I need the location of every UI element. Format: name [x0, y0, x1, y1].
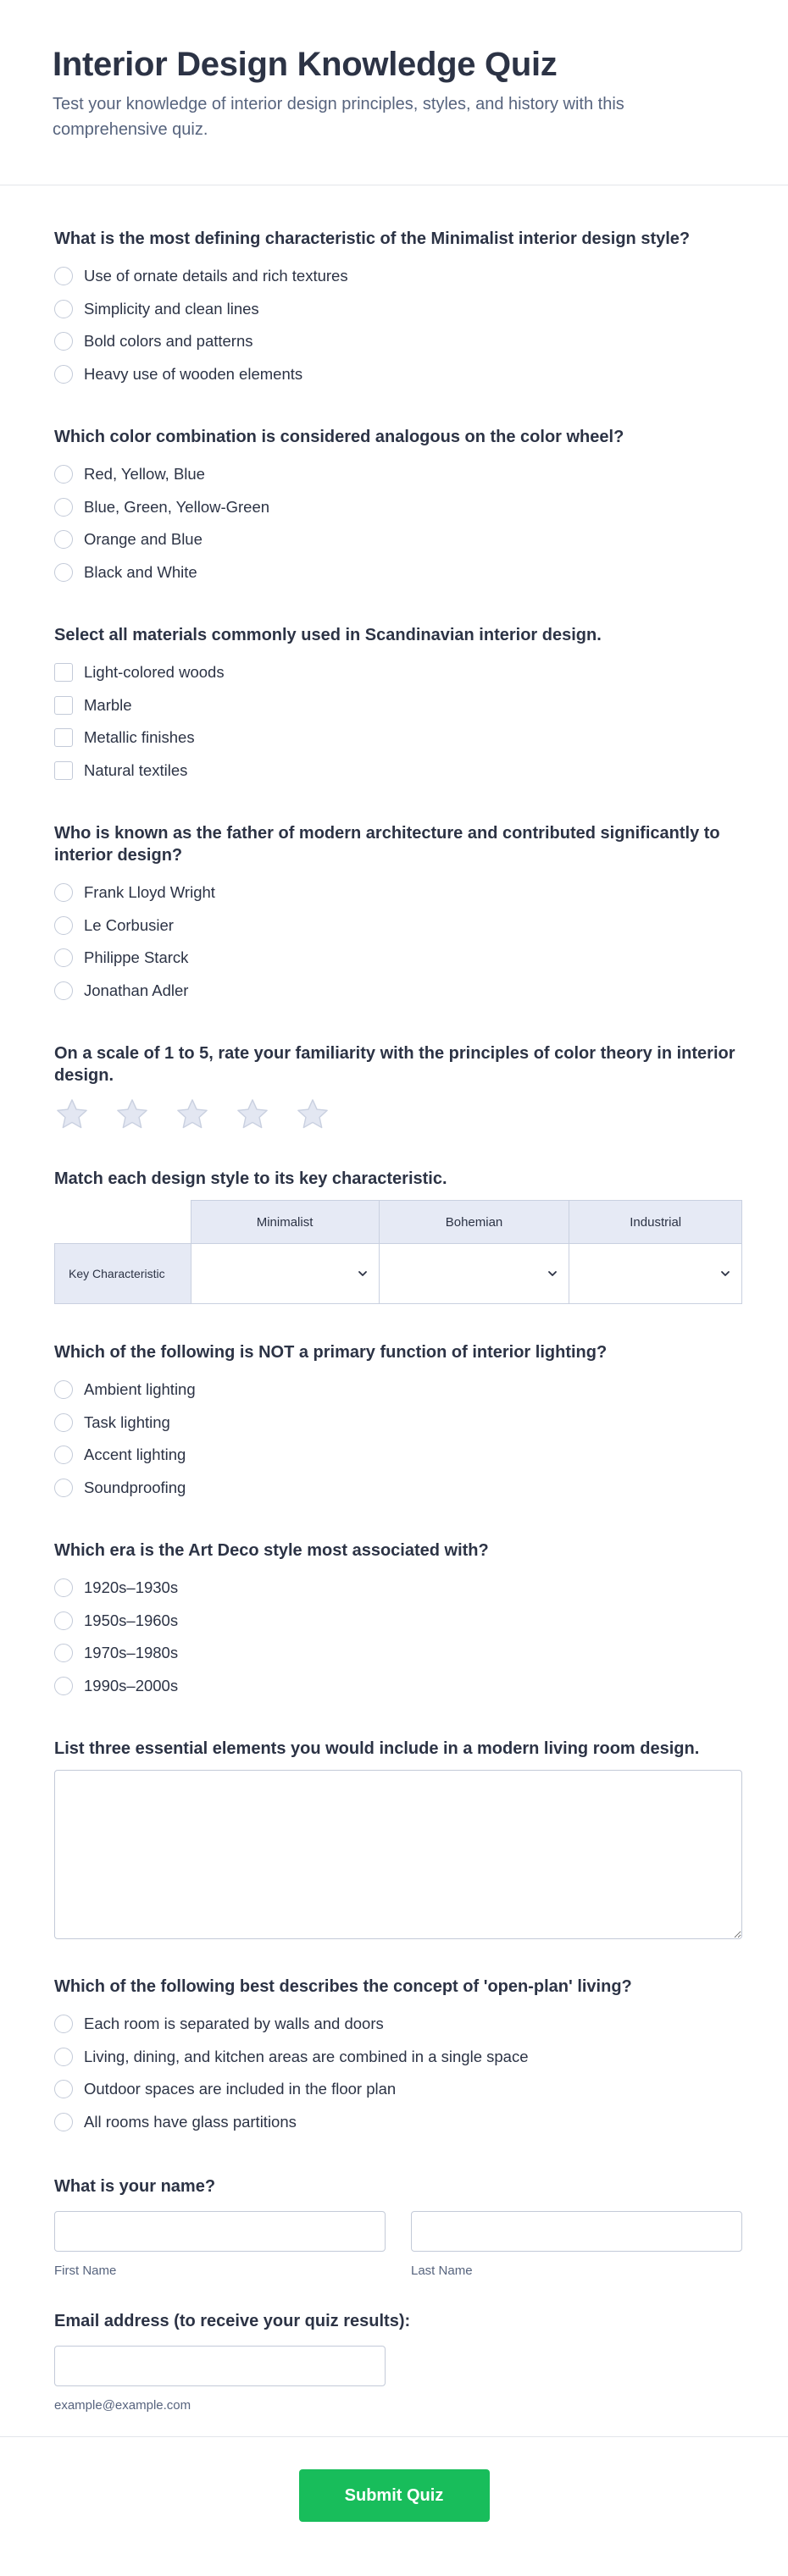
- option-label: Le Corbusier: [84, 915, 174, 934]
- form-body: [0, 228, 788, 2413]
- radio-button[interactable]: [54, 883, 73, 902]
- radio-button[interactable]: [54, 267, 73, 285]
- living-room-textarea[interactable]: [54, 1770, 742, 1939]
- radio-option[interactable]: [54, 1439, 741, 1472]
- page-subtitle: Test your knowledge of interior design principles, styles, and history with this comprehensive quiz.: [53, 95, 624, 139]
- checkbox[interactable]: [54, 663, 73, 682]
- last-name-input[interactable]: [411, 2211, 742, 2252]
- star-icon[interactable]: [114, 1097, 150, 1132]
- option-label: Bold colors and patterns: [84, 332, 253, 351]
- email-sublabel: example@example.com: [54, 2398, 191, 2413]
- question-minimalist: [54, 228, 741, 390]
- radio-button[interactable]: [54, 563, 73, 582]
- checkbox-option[interactable]: [54, 721, 741, 755]
- radio-button[interactable]: [54, 530, 73, 549]
- checkbox[interactable]: [54, 696, 73, 715]
- radio-option[interactable]: [54, 523, 741, 556]
- chevron-down-icon: [547, 1268, 558, 1280]
- option-label: 1920s–1930s: [84, 1578, 179, 1597]
- checkbox-option[interactable]: [54, 689, 741, 722]
- option-label: Philippe Starck: [84, 948, 189, 967]
- last-name-group: [411, 2211, 742, 2278]
- question-label: What is the most defining characteristic of the Minimalist interior design style?: [54, 229, 691, 248]
- radio-button[interactable]: [54, 498, 73, 517]
- matrix-select-bohemian[interactable]: [379, 1244, 569, 1304]
- match-matrix: [54, 1200, 742, 1304]
- question-name: [54, 2175, 741, 2278]
- email-group: [54, 2346, 741, 2413]
- question-label: Which era is the Art Deco style most associated with?: [54, 1541, 489, 1560]
- first-name-input[interactable]: [54, 2211, 386, 2252]
- option-label: 1950s–1960s: [84, 1611, 179, 1629]
- radio-button[interactable]: [54, 1611, 73, 1630]
- question-label: Which of the following best describes the concept of 'open-plan' living?: [54, 1977, 632, 1996]
- option-label: Metallic finishes: [84, 728, 195, 747]
- radio-option[interactable]: [54, 1472, 741, 1505]
- radio-option[interactable]: [54, 556, 741, 589]
- radio-option[interactable]: [54, 260, 741, 293]
- submit-quiz-button[interactable]: Submit Quiz: [299, 2469, 490, 2522]
- option-label: Red, Yellow, Blue: [84, 465, 205, 484]
- radio-button[interactable]: [54, 948, 73, 967]
- question-analogous-colors: [54, 426, 741, 589]
- option-label: Living, dining, and kitchen areas are combined in a single space: [84, 2047, 529, 2065]
- option-label: Each room is separated by walls and doors: [84, 2015, 384, 2033]
- question-label: Who is known as the father of modern architecture and contributed significantly to interior design?: [54, 824, 720, 865]
- radio-option[interactable]: [54, 2073, 741, 2106]
- radio-button[interactable]: [54, 1677, 73, 1695]
- option-label: Jonathan Adler: [84, 981, 189, 999]
- option-label: Soundproofing: [84, 1478, 186, 1496]
- question-color-theory-rating: [54, 1042, 741, 1132]
- radio-option[interactable]: [54, 458, 741, 491]
- radio-button[interactable]: [54, 1380, 73, 1399]
- star-icon[interactable]: [295, 1097, 330, 1132]
- option-label: Outdoor spaces are included in the floor plan: [84, 2080, 397, 2098]
- radio-option[interactable]: [54, 325, 741, 358]
- radio-option[interactable]: [54, 2041, 741, 2074]
- radio-option[interactable]: [54, 1605, 741, 1638]
- star-icon[interactable]: [175, 1097, 210, 1132]
- question-scandinavian-materials: [54, 624, 741, 787]
- radio-option[interactable]: [54, 1407, 741, 1440]
- last-name-sublabel: Last Name: [411, 2264, 473, 2278]
- radio-option[interactable]: [54, 1572, 741, 1605]
- form-header: [0, 0, 788, 185]
- radio-button[interactable]: [54, 1578, 73, 1597]
- name-row: [54, 2211, 741, 2278]
- radio-button[interactable]: [54, 465, 73, 484]
- radio-button[interactable]: [54, 332, 73, 351]
- star-icon[interactable]: [235, 1097, 270, 1132]
- star-rating: [54, 1097, 741, 1132]
- option-label: Marble: [84, 695, 132, 714]
- question-open-plan: [54, 1976, 741, 2138]
- first-name-sublabel: First Name: [54, 2264, 117, 2278]
- star-icon[interactable]: [54, 1097, 90, 1132]
- radio-option[interactable]: [54, 942, 741, 975]
- option-label: Heavy use of wooden elements: [84, 364, 303, 383]
- radio-button[interactable]: [54, 1479, 73, 1497]
- chevron-down-icon: [719, 1268, 731, 1280]
- radio-option[interactable]: [54, 909, 741, 943]
- question-living-room-elements: [54, 1738, 741, 1943]
- checkbox-option[interactable]: [54, 656, 741, 689]
- option-label: Frank Lloyd Wright: [84, 883, 215, 902]
- question-art-deco-era: [54, 1540, 741, 1702]
- radio-option[interactable]: [54, 2106, 741, 2139]
- option-label: Light-colored woods: [84, 663, 225, 682]
- radio-button[interactable]: [54, 300, 73, 318]
- option-label: Orange and Blue: [84, 530, 203, 549]
- question-email: [54, 2310, 741, 2413]
- option-label: 1990s–2000s: [84, 1676, 179, 1694]
- option-label: Simplicity and clean lines: [84, 299, 259, 318]
- radio-button[interactable]: [54, 981, 73, 1000]
- radio-option[interactable]: [54, 1670, 741, 1703]
- radio-option[interactable]: [54, 491, 741, 524]
- option-label: Natural textiles: [84, 760, 188, 779]
- option-label: Accent lighting: [84, 1446, 186, 1464]
- radio-button[interactable]: [54, 2080, 73, 2098]
- page-title: Interior Design Knowledge Quiz: [53, 46, 558, 83]
- question-style-matrix: [54, 1168, 741, 1304]
- radio-option[interactable]: [54, 293, 741, 326]
- question-label: Select all materials commonly used in Scandinavian interior design.: [54, 626, 602, 644]
- email-field[interactable]: [54, 2346, 386, 2386]
- question-label: Which of the following is NOT a primary function of interior lighting?: [54, 1343, 608, 1362]
- question-label: List three essential elements you would include in a modern living room design.: [54, 1739, 700, 1758]
- question-label: Which color combination is considered analogous on the color wheel?: [54, 428, 624, 446]
- chevron-down-icon: [357, 1268, 369, 1280]
- checkbox-option[interactable]: [54, 755, 741, 788]
- matrix-corner: [55, 1201, 191, 1244]
- radio-button[interactable]: [54, 2048, 73, 2066]
- option-label: Blue, Green, Yellow-Green: [84, 497, 270, 516]
- radio-option[interactable]: [54, 1637, 741, 1670]
- radio-option[interactable]: [54, 1374, 741, 1407]
- radio-button[interactable]: [54, 1644, 73, 1662]
- checkbox[interactable]: [54, 761, 73, 780]
- first-name-group: [54, 2211, 386, 2278]
- question-lighting-function: [54, 1341, 741, 1504]
- radio-button[interactable]: [54, 1413, 73, 1432]
- matrix-column-header: Industrial: [569, 1201, 742, 1244]
- option-label: Black and White: [84, 562, 197, 581]
- matrix-column-header: Minimalist: [191, 1201, 379, 1244]
- question-label: What is your name?: [54, 2177, 216, 2196]
- radio-option[interactable]: [54, 2008, 741, 2041]
- radio-option[interactable]: [54, 876, 741, 909]
- form-footer: [0, 2436, 788, 2522]
- radio-button[interactable]: [54, 2113, 73, 2131]
- matrix-select-minimalist[interactable]: [191, 1244, 379, 1304]
- radio-button[interactable]: [54, 2015, 73, 2033]
- checkbox[interactable]: [54, 728, 73, 747]
- option-label: Ambient lighting: [84, 1380, 196, 1399]
- option-label: Use of ornate details and rich textures: [84, 267, 348, 285]
- radio-button[interactable]: [54, 916, 73, 935]
- matrix-row-label: Key Characteristic: [55, 1244, 191, 1304]
- matrix-select-industrial[interactable]: [569, 1244, 742, 1304]
- radio-option[interactable]: [54, 975, 741, 1008]
- radio-option[interactable]: [54, 358, 741, 391]
- option-label: All rooms have glass partitions: [84, 2112, 297, 2131]
- question-label: Email address (to receive your quiz results):: [54, 2312, 411, 2330]
- radio-button[interactable]: [54, 365, 73, 384]
- option-label: 1970s–1980s: [84, 1644, 179, 1662]
- question-label: Match each design style to its key characteristic.: [54, 1169, 447, 1188]
- matrix-column-header: Bohemian: [379, 1201, 569, 1244]
- option-label: Task lighting: [84, 1412, 170, 1431]
- radio-button[interactable]: [54, 1446, 73, 1464]
- question-modern-architecture: [54, 822, 741, 1007]
- question-label: On a scale of 1 to 5, rate your familiarity with the principles of color theory in interior design.: [54, 1044, 735, 1085]
